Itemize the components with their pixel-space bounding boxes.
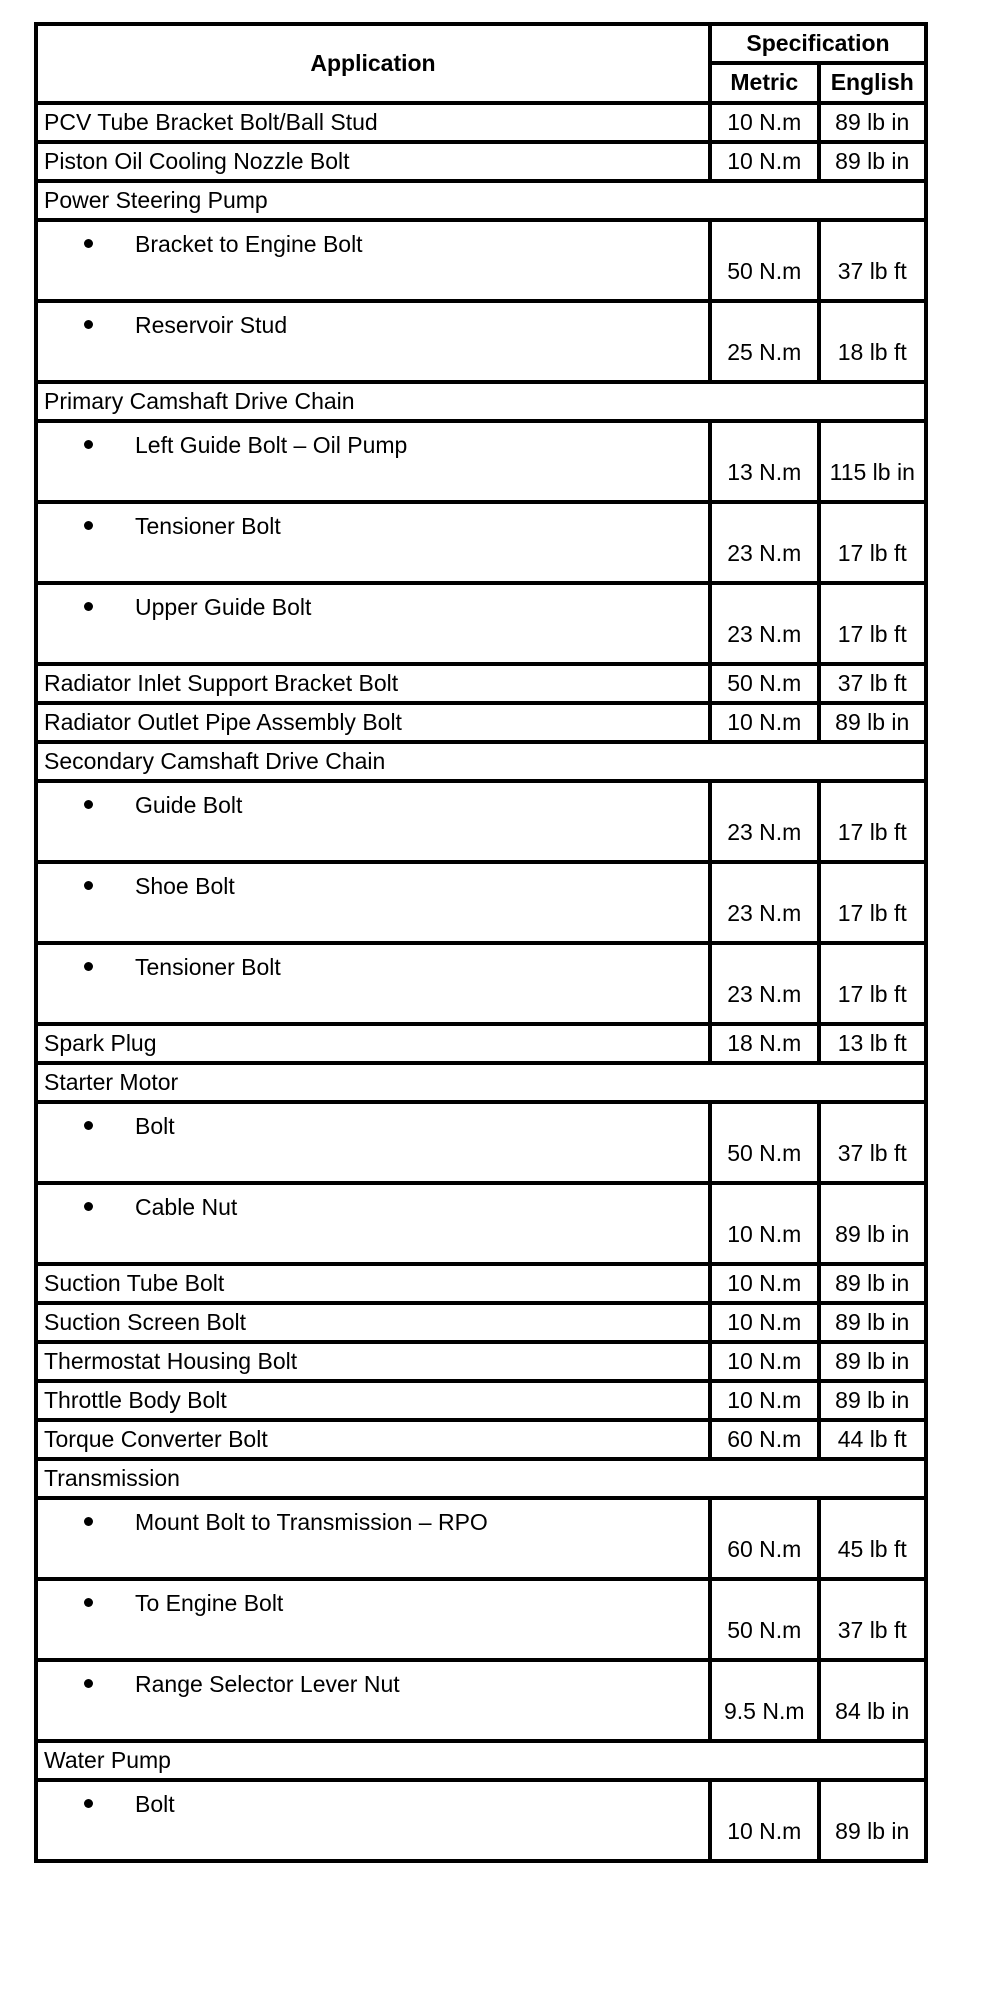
metric-value: 9.5 N.m [710,1660,818,1741]
application-label: To Engine Bolt [135,1590,284,1616]
group-label: Primary Camshaft Drive Chain [36,382,926,421]
table-body [36,103,926,1861]
english-value: 115 lb in [819,421,927,502]
sub-item-row [36,1780,926,1861]
english-value: 89 lb in [819,1303,927,1342]
english-value: 89 lb in [819,103,927,142]
application-label: Bracket to Engine Bolt [135,231,363,257]
group-label: Starter Motor [36,1063,926,1102]
english-value: 89 lb in [819,1183,927,1264]
sub-item-row [36,1498,926,1579]
header-row [36,24,926,63]
bullet-icon [84,800,93,809]
table-row [36,1303,926,1342]
group-row [36,1063,926,1102]
metric-value: 10 N.m [710,1303,818,1342]
application-cell [36,1183,710,1264]
english-value: 89 lb in [819,1780,927,1861]
english-value: 89 lb in [819,1342,927,1381]
sub-item-row [36,1183,926,1264]
application-cell [36,1102,710,1183]
application-header: Application [36,24,710,103]
table-row [36,664,926,703]
english-value: 17 lb ft [819,583,927,664]
specification-header: Specification [710,24,926,63]
english-value: 37 lb ft [819,664,927,703]
metric-value: 50 N.m [710,664,818,703]
bullet-icon [84,962,93,971]
metric-value: 10 N.m [710,103,818,142]
application-label: Bolt [135,1791,175,1817]
group-row [36,1741,926,1780]
group-row [36,1459,926,1498]
metric-value: 10 N.m [710,1381,818,1420]
application-cell [36,781,710,862]
group-label: Water Pump [36,1741,926,1780]
metric-value: 25 N.m [710,301,818,382]
group-row [36,742,926,781]
metric-header: Metric [710,63,818,103]
table-row [36,1420,926,1459]
application-cell: Throttle Body Bolt [36,1381,710,1420]
english-value: 89 lb in [819,703,927,742]
application-cell [36,583,710,664]
application-cell [36,1660,710,1741]
group-row [36,181,926,220]
bullet-icon [84,1202,93,1211]
application-label: Tensioner Bolt [135,954,281,980]
application-label: Cable Nut [135,1194,238,1220]
sub-item-row [36,943,926,1024]
english-value: 18 lb ft [819,301,927,382]
sub-item-row [36,301,926,382]
application-cell [36,1498,710,1579]
group-label: Secondary Camshaft Drive Chain [36,742,926,781]
sub-item-row [36,583,926,664]
metric-value: 23 N.m [710,862,818,943]
sub-item-row [36,1579,926,1660]
bullet-icon [84,1598,93,1607]
sub-item-row [36,502,926,583]
english-value: 84 lb in [819,1660,927,1741]
application-cell: PCV Tube Bracket Bolt/Ball Stud [36,103,710,142]
sub-item-row [36,1102,926,1183]
bullet-icon [84,1799,93,1808]
application-cell [36,943,710,1024]
application-label: Bolt [135,1113,175,1139]
application-label: Guide Bolt [135,792,243,818]
metric-value: 13 N.m [710,421,818,502]
table-row [36,142,926,181]
english-value: 17 lb ft [819,943,927,1024]
application-cell: Torque Converter Bolt [36,1420,710,1459]
application-cell [36,502,710,583]
table-row [36,103,926,142]
english-value: 37 lb ft [819,1102,927,1183]
torque-spec-table [34,22,928,1863]
bullet-icon [84,320,93,329]
bullet-icon [84,1517,93,1526]
application-label: Shoe Bolt [135,873,235,899]
metric-value: 10 N.m [710,142,818,181]
english-value: 37 lb ft [819,220,927,301]
application-cell: Radiator Inlet Support Bracket Bolt [36,664,710,703]
table-row [36,1342,926,1381]
group-label: Power Steering Pump [36,181,926,220]
english-value: 89 lb in [819,1381,927,1420]
bullet-icon [84,521,93,530]
table-row [36,1024,926,1063]
application-cell [36,1579,710,1660]
metric-value: 10 N.m [710,1183,818,1264]
english-value: 89 lb in [819,142,927,181]
application-cell [36,421,710,502]
bullet-icon [84,1679,93,1688]
english-value: 13 lb ft [819,1024,927,1063]
metric-value: 50 N.m [710,1102,818,1183]
metric-value: 23 N.m [710,502,818,583]
application-label: Tensioner Bolt [135,513,281,539]
metric-value: 10 N.m [710,703,818,742]
bullet-icon [84,881,93,890]
application-label: Reservoir Stud [135,312,288,338]
table-row [36,1264,926,1303]
bullet-icon [84,440,93,449]
application-label: Upper Guide Bolt [135,594,312,620]
english-value: 45 lb ft [819,1498,927,1579]
application-cell [36,220,710,301]
table-row [36,1381,926,1420]
application-label: Mount Bolt to Transmission – RPO [135,1509,488,1535]
group-label: Transmission [36,1459,926,1498]
table-row [36,703,926,742]
metric-value: 23 N.m [710,583,818,664]
english-value: 17 lb ft [819,781,927,862]
application-cell: Suction Screen Bolt [36,1303,710,1342]
english-value: 44 lb ft [819,1420,927,1459]
metric-value: 50 N.m [710,1579,818,1660]
bullet-icon [84,239,93,248]
metric-value: 50 N.m [710,220,818,301]
application-cell: Suction Tube Bolt [36,1264,710,1303]
application-cell: Radiator Outlet Pipe Assembly Bolt [36,703,710,742]
sub-item-row [36,862,926,943]
application-cell: Piston Oil Cooling Nozzle Bolt [36,142,710,181]
sub-item-row [36,421,926,502]
english-header: English [819,63,927,103]
sub-item-row [36,781,926,862]
application-cell: Thermostat Housing Bolt [36,1342,710,1381]
application-cell [36,862,710,943]
metric-value: 60 N.m [710,1420,818,1459]
metric-value: 10 N.m [710,1780,818,1861]
english-value: 89 lb in [819,1264,927,1303]
sub-item-row [36,220,926,301]
english-value: 17 lb ft [819,862,927,943]
application-cell: Spark Plug [36,1024,710,1063]
application-cell [36,1780,710,1861]
english-value: 37 lb ft [819,1579,927,1660]
application-label: Range Selector Lever Nut [135,1671,400,1697]
application-cell [36,301,710,382]
application-label: Left Guide Bolt – Oil Pump [135,432,408,458]
group-row [36,382,926,421]
metric-value: 23 N.m [710,943,818,1024]
metric-value: 18 N.m [710,1024,818,1063]
bullet-icon [84,1121,93,1130]
metric-value: 10 N.m [710,1342,818,1381]
metric-value: 23 N.m [710,781,818,862]
sub-item-row [36,1660,926,1741]
english-value: 17 lb ft [819,502,927,583]
bullet-icon [84,602,93,611]
metric-value: 60 N.m [710,1498,818,1579]
metric-value: 10 N.m [710,1264,818,1303]
